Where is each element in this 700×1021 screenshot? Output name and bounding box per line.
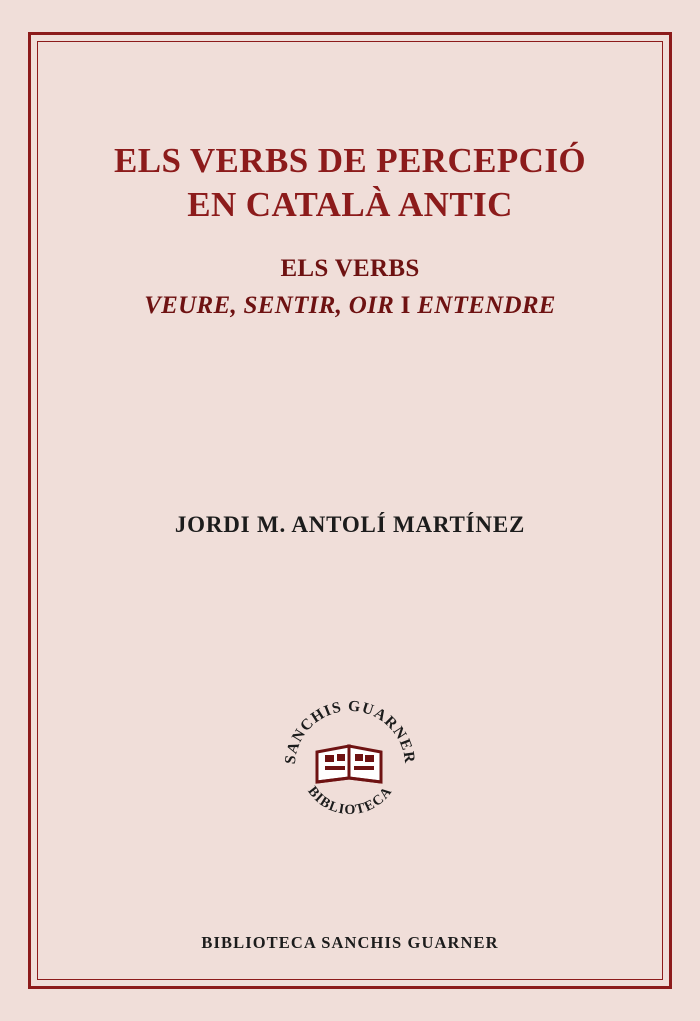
title-line-2: EN CATALÀ ANTIC <box>187 185 513 225</box>
subtitle-verbs-line <box>60 290 640 323</box>
subtitle-line-1: ELS VERBS <box>280 255 420 283</box>
title-line-1: ELS VERBS DE PERCEPCIÓ <box>113 141 587 180</box>
open-book-icon <box>317 746 381 782</box>
page-title <box>60 139 640 227</box>
author-name: JORDI M. ANTOLÍ MARTÍNEZ <box>174 512 526 538</box>
title-block <box>60 139 640 322</box>
subtitle-verbs: VEURE, SENTIR, OIR <box>144 291 395 319</box>
subtitle-block <box>60 253 640 322</box>
publisher-name: BIBLIOTECA SANCHIS GUARNER <box>201 933 499 952</box>
subtitle-verb-last: ENTENDRE <box>417 291 556 319</box>
subtitle-conjunction: I <box>394 291 418 319</box>
publisher-logo <box>275 688 425 838</box>
cover-content <box>60 41 640 980</box>
svg-text:SANCHIS GUARNER: SANCHIS GUARNER <box>281 697 419 766</box>
svg-text:BIBLIOTECA: BIBLIOTECA <box>304 784 396 819</box>
